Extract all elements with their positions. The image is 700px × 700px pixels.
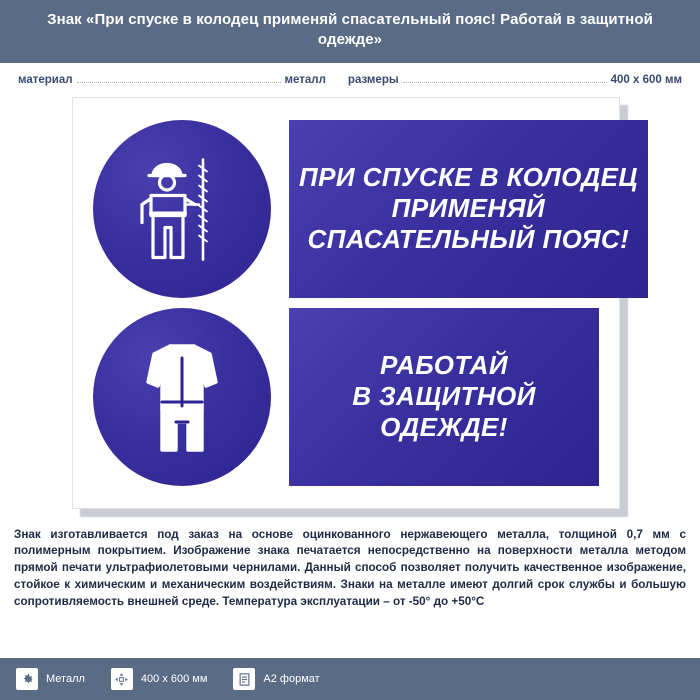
material-value: металл (284, 73, 326, 86)
page-header (0, 0, 700, 63)
document-icon (233, 668, 255, 690)
page-title: Знак «При спуске в колодец применяй спасательный пояс! Работай в защитной одежде» (47, 11, 653, 49)
size-label: размеры (347, 73, 399, 86)
sign-text-panel-1 (289, 120, 648, 298)
sign-line: В ЗАЩИТНОЙ (352, 381, 536, 412)
footer-label: 400 x 600 мм (140, 673, 208, 685)
footer-item-size (111, 668, 208, 690)
sign-block-2 (93, 308, 599, 486)
footer-label: Металл (46, 673, 85, 685)
dot-leader (77, 82, 281, 83)
gear-icon (16, 668, 38, 690)
worker-with-safety-rope-icon (93, 120, 271, 298)
sign-image (72, 97, 638, 517)
protective-overall-icon (93, 308, 271, 486)
sign-plate (72, 97, 638, 509)
material-label: материал (18, 73, 73, 86)
specs-row (0, 63, 700, 95)
sign-line: СПАСАТЕЛЬНЫЙ ПОЯС! (307, 223, 630, 254)
product-description: Знак изготавливается под заказ на основе оцинкованного нержавеющего металла, толщиной 0,7 мм с полимерным покрытием. Изображение знака печатается непосредственно на поверхности металла методом прямой печати ультрафиолетовыми чернилами. Данный способ позволяет получить качественное изображение, стойкое к химическим и механическим воздействиям. Знаки на металле имеют долгий срок службы и большую сопротивляемость внешней среде. Температура эксплуатации – от -50° до +50°С (14, 527, 686, 609)
size-value: 400 x 600 мм (610, 73, 682, 86)
footer-bar (0, 658, 700, 700)
sign-line: ПРИМЕНЯЙ (391, 193, 546, 224)
sign-line: ОДЕЖДЕ! (380, 411, 508, 442)
sign-line: ПРИ СПУСКЕ В КОЛОДЕЦ (299, 162, 638, 193)
resize-arrows-icon (111, 668, 133, 690)
sign-text-panel-2 (289, 308, 599, 486)
dot-leader (403, 82, 607, 83)
sign-block-1 (93, 120, 638, 298)
footer-item-material (16, 668, 85, 690)
sign-line: РАБОТАЙ (380, 350, 508, 381)
footer-item-format (233, 668, 319, 690)
footer-label: A2 формат (263, 673, 320, 685)
